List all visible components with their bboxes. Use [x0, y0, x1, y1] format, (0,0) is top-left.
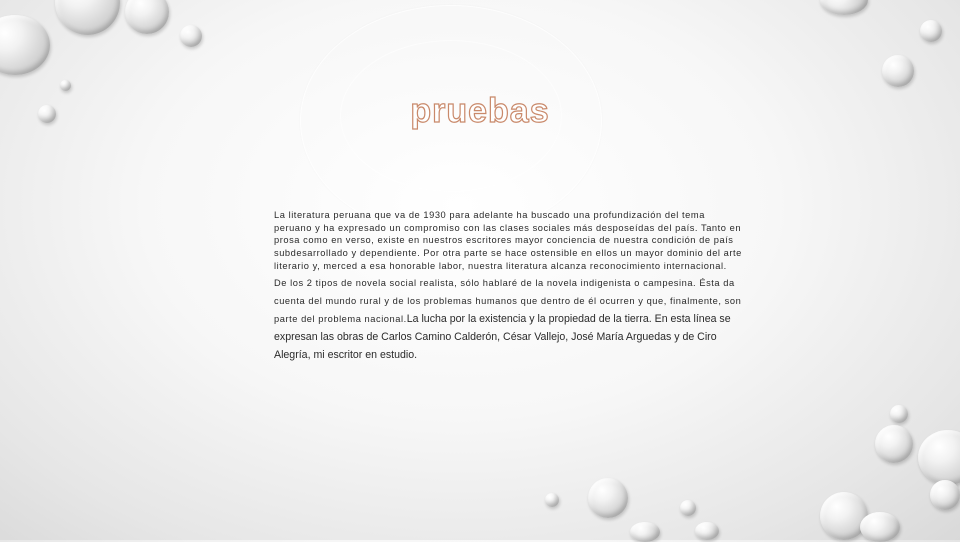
water-droplet [545, 493, 559, 507]
water-droplet [60, 80, 71, 91]
water-droplet [180, 25, 202, 47]
body-paragraph: La literatura peruana que va de 1930 para adelante ha buscado una profundización del tema peruano y ha expresado un compromiso con las clases sociales más desposeídas del país. Tanto en prosa como en verso, existe en nuestros escritores mayor conciencia de nuestra condición de país subdesarrollado y dependiente. Por otra parte se hace ostensible en ellos un mayor dominio del arte literario y, merced a esa honorable labor, nuestra literatura alcanza reconocimiento internacional. [274, 210, 742, 271]
water-droplet [588, 478, 628, 518]
water-droplet [860, 512, 900, 542]
body-paragraph-part: La lucha por la existencia y la propiedad de la tierra. En esta línea se expresan las obras de Carlos Camino Calderón, César Vallejo, José María Arguedas y de Ciro Alegría, mi escritor en estudio. [274, 312, 731, 361]
water-droplet [680, 500, 696, 516]
water-droplet [890, 405, 908, 423]
water-droplet [695, 522, 719, 540]
water-droplet [920, 20, 942, 42]
water-droplet [875, 425, 913, 463]
water-droplet [0, 15, 50, 75]
water-droplet [55, 0, 120, 35]
water-droplet [630, 522, 660, 542]
water-droplet [38, 105, 56, 123]
water-droplet [930, 480, 960, 510]
water-droplet [820, 0, 868, 15]
slide-title: pruebas [410, 92, 550, 130]
water-droplet [918, 430, 960, 485]
water-droplet [125, 0, 169, 34]
body-paragraph [274, 273, 744, 363]
water-droplet [882, 55, 914, 87]
body-paragraph-part: De los 2 tipos de novela social realista, sólo hablaré de la novela indigenista o campesina. Ésta da cuenta del mundo rural y de los problemas humanos que dentro de él ocurren y que, finalmente, son parte del problema nacional. [274, 277, 742, 324]
slide-body [274, 209, 744, 363]
